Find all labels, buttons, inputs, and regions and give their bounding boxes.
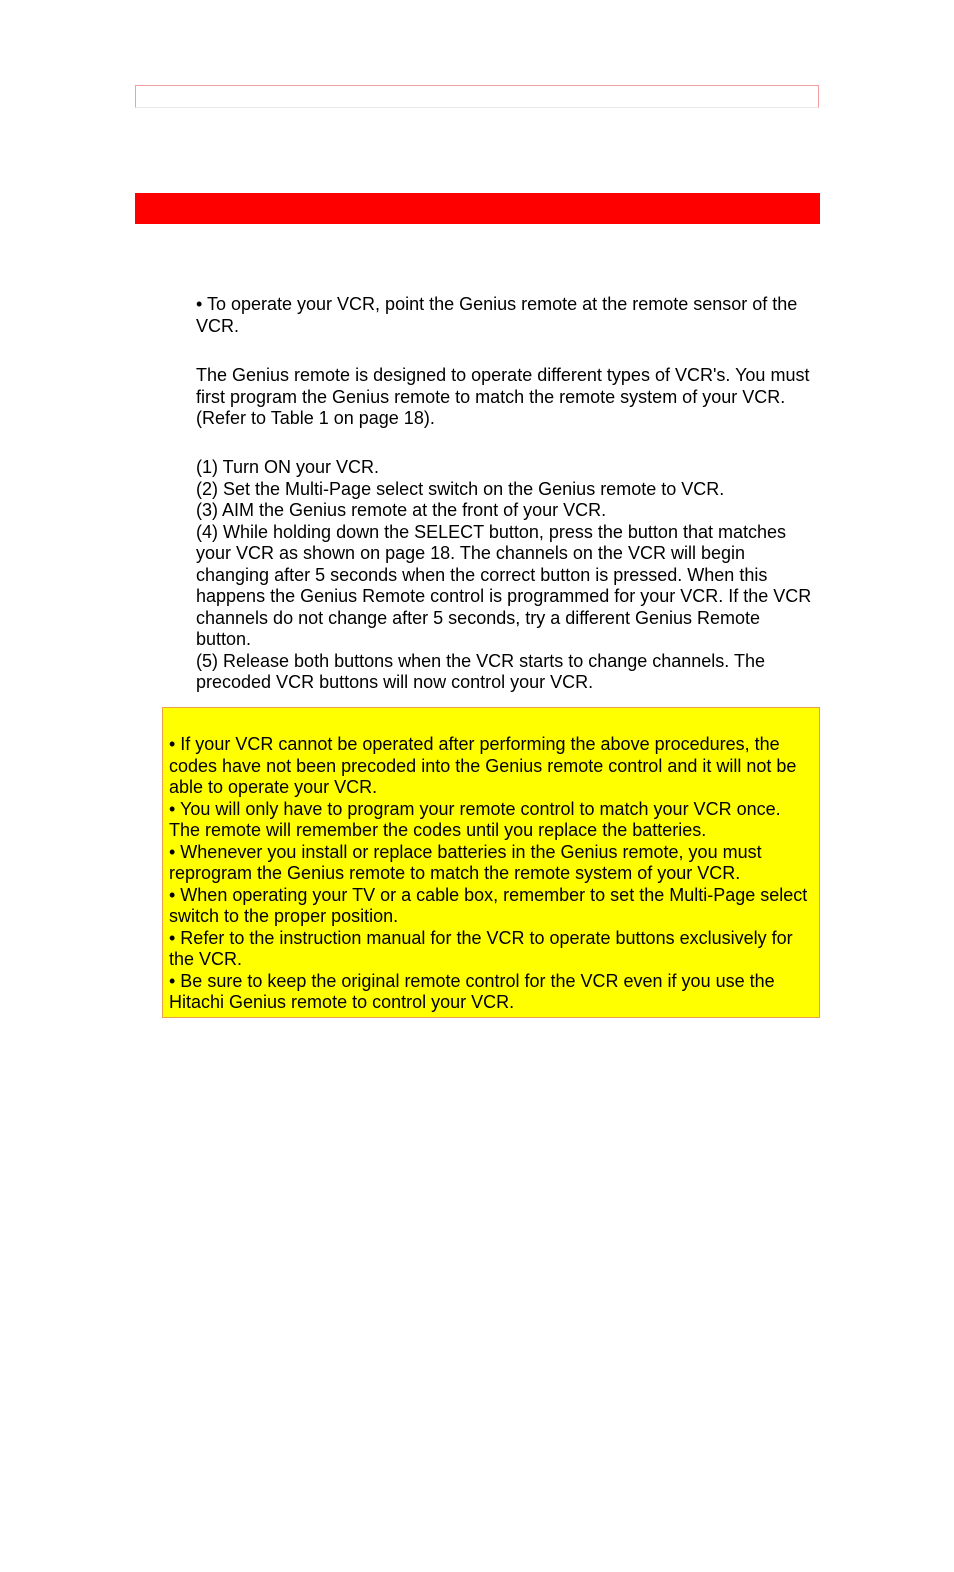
intro-paragraph — [196, 294, 818, 337]
note-2: • You will only have to program your remote control to match your VCR once. The remote will remember the codes until you replace the batteries. — [169, 798, 781, 840]
note-3: • Whenever you install or replace batteries in the Genius remote, you must reprogram the Genius remote to match the remote system of your VCR. — [169, 841, 762, 883]
note-5: • Refer to the instruction manual for the VCR to operate buttons exclusively for the VCR. — [169, 927, 793, 969]
intro-text: • To operate your VCR, point the Genius remote at the remote sensor of the VCR. — [196, 294, 798, 336]
notes-box — [162, 707, 820, 1018]
step-5: (5) Release both buttons when the VCR starts to change channels. The precoded VCR buttons will now control your VCR. — [196, 650, 766, 692]
step-4: (4) While holding down the SELECT button, press the button that matches your VCR as shown on page 18. The channels on the VCR will begin changing after 5 seconds when the correct button is pressed. When this happens the Genius Remote control is programmed for your VCR. If the VCR channels do not change after 5 seconds, try a different Genius Remote button. — [196, 521, 812, 649]
step-2: (2) Set the Multi-Page select switch on the Genius remote to VCR. — [196, 478, 725, 499]
section-header-bar — [135, 193, 820, 224]
step-1: (1) Turn ON your VCR. — [196, 457, 380, 477]
design-text: The Genius remote is designed to operate different types of VCR's. You must first program the Genius remote to match the remote system of your VCR. (Refer to Table 1 on page 18). — [196, 365, 810, 428]
design-paragraph — [196, 365, 818, 430]
step-3: (3) AIM the Genius remote at the front of your VCR. — [196, 500, 607, 520]
note-4: • When operating your TV or a cable box, remember to set the Multi-Page select switch to the proper position. — [169, 884, 808, 926]
steps-list — [196, 457, 818, 694]
note-1: • If your VCR cannot be operated after performing the above procedures, the codes have not been precoded into the Genius remote control and it will not be able to operate your VCR. — [169, 734, 797, 797]
top-empty-box — [135, 85, 819, 108]
note-6: • Be sure to keep the original remote control for the VCR even if you use the Hitachi Genius remote to control your VCR. — [169, 970, 775, 1012]
